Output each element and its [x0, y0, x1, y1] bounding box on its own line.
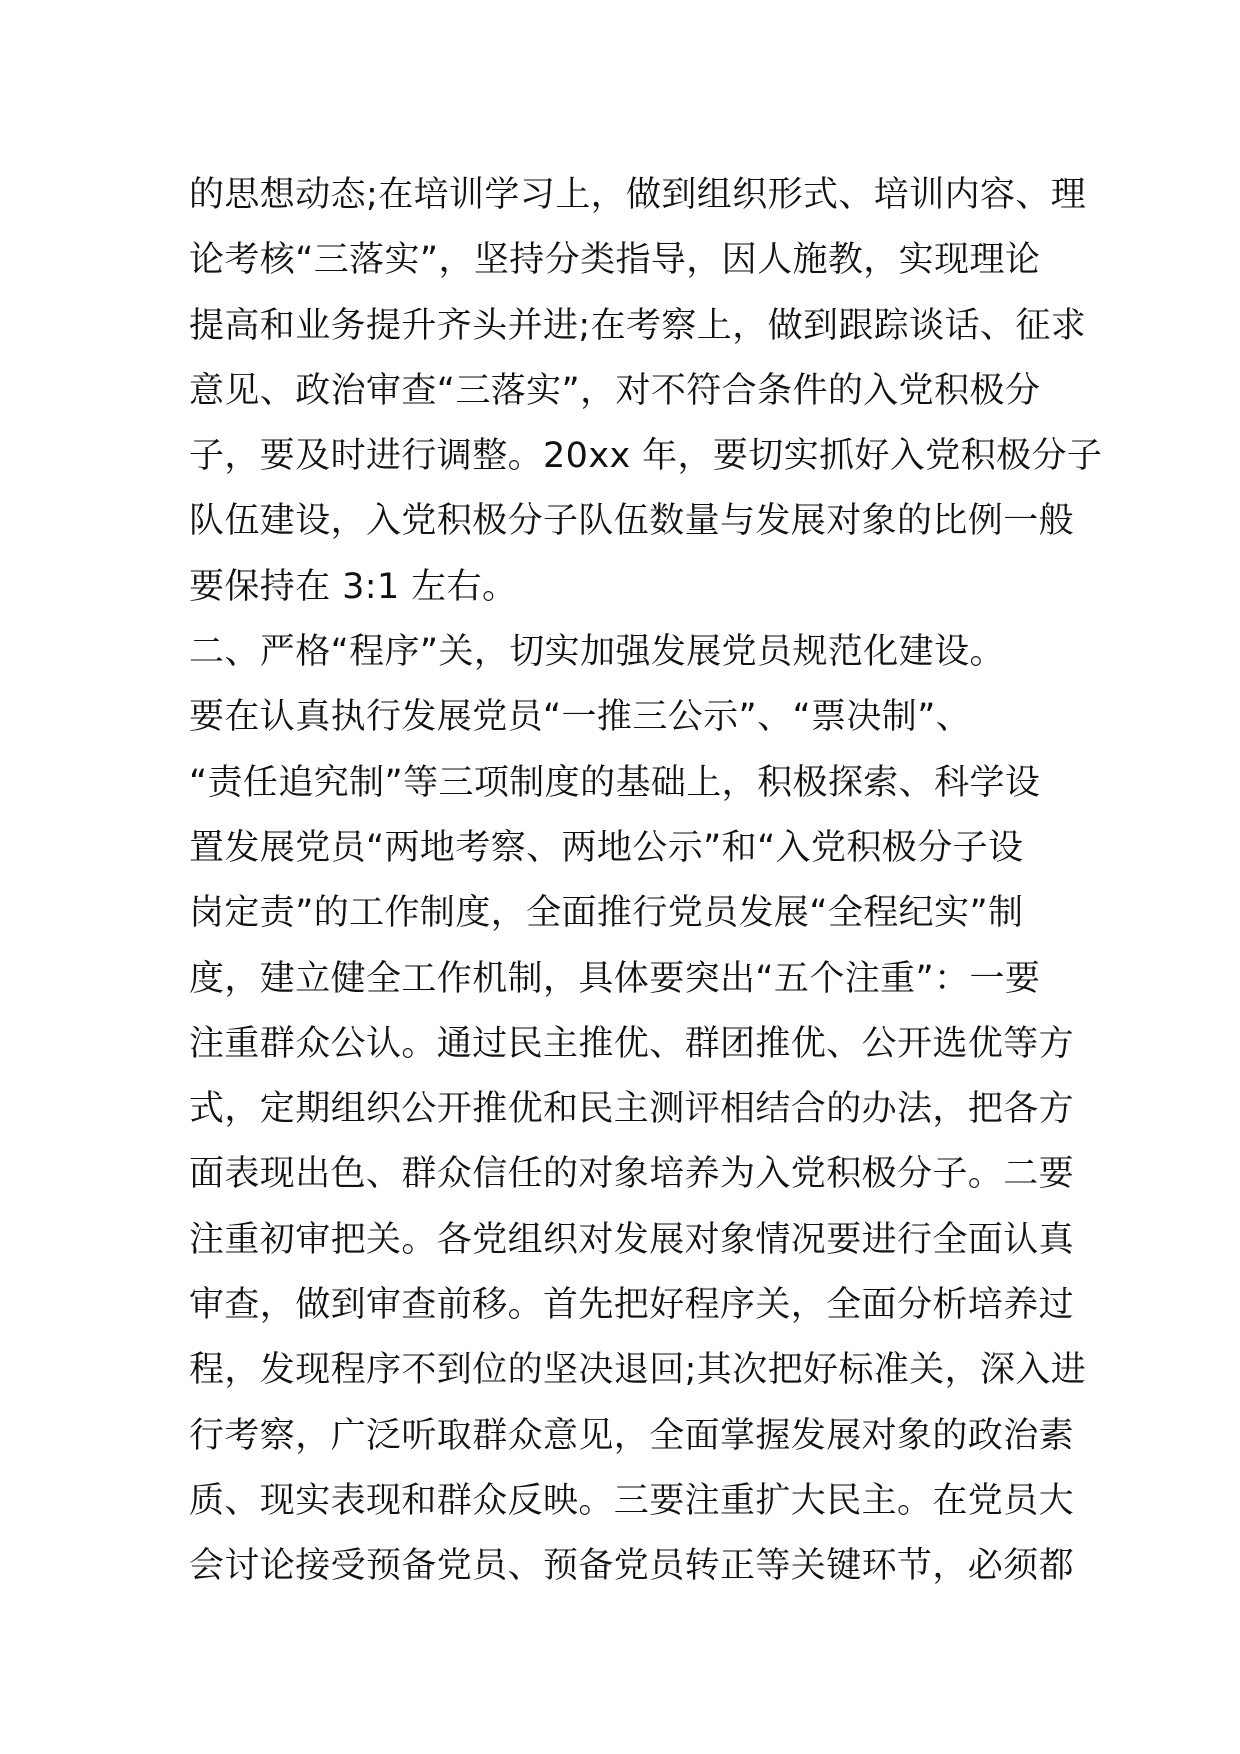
text-line: 注重初审把关。各党组织对发展对象情况要进行全面认真 [189, 1219, 1075, 1260]
text-line: 提高和业务提升齐头并进;在考察上，做到跟踪谈话、征求 [189, 305, 1087, 346]
text-line: 队伍建设，入党积极分子队伍数量与发展对象的比例一般 [189, 501, 1075, 542]
text-line: 岗定责”的工作制度，全面推行党员发展“全程纪实”制 [189, 893, 1024, 934]
text-line: 面表现出色、群众信任的对象培养为入党积极分子。二要 [189, 1154, 1075, 1195]
text-line: 式，定期组织公开推优和民主测评相结合的办法，把各方 [189, 1089, 1075, 1130]
text-line: 论考核“三落实”，坚持分类指导，因人施教，实现理论 [189, 240, 1041, 281]
text-line: 度，建立健全工作机制，具体要突出“五个注重”：一要 [189, 958, 1041, 999]
text-line: 质、现实表现和群众反映。三要注重扩大民主。在党员大 [189, 1480, 1075, 1521]
section-heading: 二、严格“程序”关，切实加强发展党员规范化建设。 [189, 632, 1005, 673]
text-line: 要在认真执行发展党员“一推三公示”、“票决制”、 [189, 697, 972, 738]
text-line: 审查，做到审查前移。首先把好程序关，全面分析培养过 [189, 1285, 1075, 1326]
text-line: 置发展党员“两地考察、两地公示”和“入党积极分子设 [189, 827, 1024, 868]
text-line: 程，发现程序不到位的坚决退回;其次把好标准关，深入进 [189, 1350, 1087, 1391]
text-line: 意见、政治审查“三落实”，对不符合条件的入党积极分 [189, 370, 1041, 411]
text-line: 会讨论接受预备党员、预备党员转正等关键环节，必须都 [189, 1546, 1075, 1587]
text-line: 行考察，广泛听取群众意见，全面掌握发展对象的政治素 [189, 1415, 1075, 1456]
text-line: 注重群众公认。通过民主推优、群团推优、公开选优等方 [189, 1023, 1075, 1064]
text-line: 的思想动态;在培训学习上，做到组织形式、培训内容、理 [189, 175, 1087, 215]
text-line: “责任追究制”等三项制度的基础上，积极探索、科学设 [189, 762, 1041, 803]
text-line: 要保持在 3:1 左右。 [189, 566, 518, 607]
body-text [189, 163, 1103, 1600]
text-line: 子，要及时进行调整。20xx 年，要切实抓好入党积极分子 [189, 436, 1103, 477]
